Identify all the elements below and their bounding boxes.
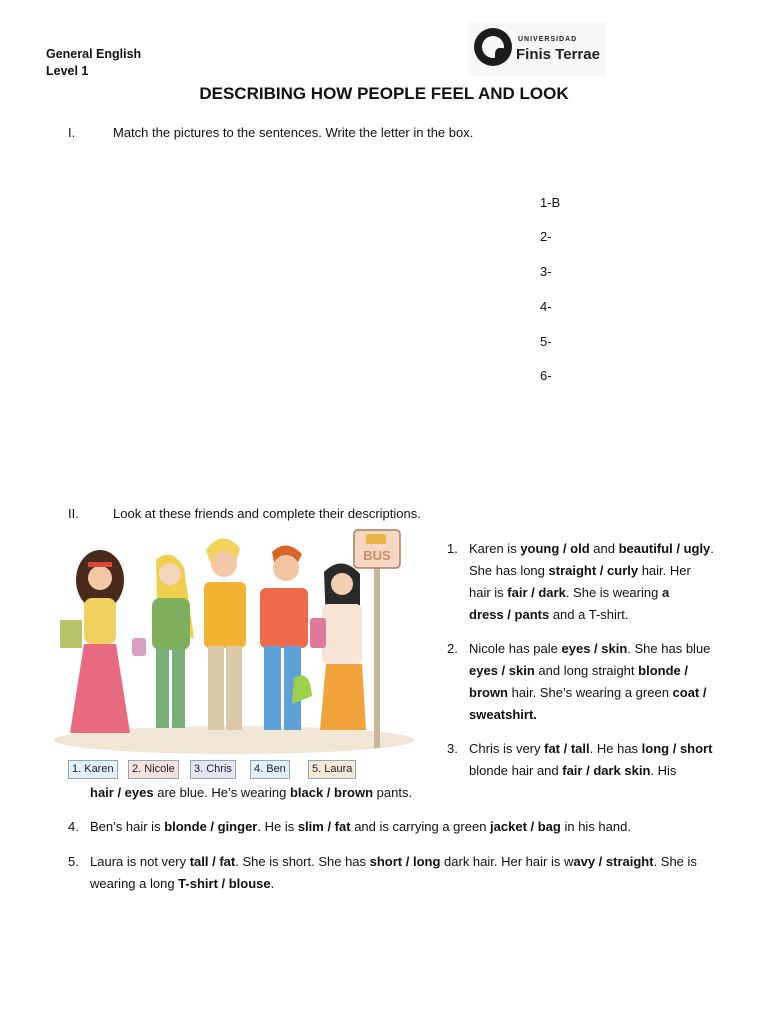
answer-5[interactable]: 5-: [540, 334, 552, 349]
text-run: . He is: [257, 819, 298, 834]
choice-option: long / short: [641, 741, 713, 756]
item-3-line-2: [469, 760, 749, 782]
description-line: [469, 704, 747, 726]
answer-6[interactable]: 6-: [540, 368, 552, 383]
text-run: Chris is very: [469, 741, 545, 756]
text-run: Ben’s hair is: [90, 819, 165, 834]
item-5-number: 5.: [68, 854, 79, 869]
text-run: . She has blue: [627, 641, 711, 656]
description-line: [90, 816, 738, 838]
text-run: . She is short. She has: [235, 854, 370, 869]
item-1-text: [469, 538, 747, 626]
choice-option: young / old: [520, 541, 590, 556]
chris-figure: [204, 538, 246, 730]
laura-figure: [310, 563, 366, 730]
label-laura: 5. Laura: [308, 760, 356, 779]
text-run: hair. She’s wearing a green: [508, 685, 673, 700]
answer-3[interactable]: 3-: [540, 264, 552, 279]
text-run: and is carrying a green: [350, 819, 491, 834]
section2-instructions: Look at these friends and complete their descriptions.: [113, 506, 421, 521]
text-run: hair. Her: [638, 563, 691, 578]
description-line: [469, 604, 747, 626]
karen-figure: [60, 550, 130, 733]
text-run: . She is: [653, 854, 697, 869]
text-run: . His: [650, 763, 677, 778]
item-4-text: [90, 816, 738, 838]
label-nicole: 2. Nicole: [128, 760, 179, 779]
choice-option: fair / dark skin: [562, 763, 651, 778]
choice-option: avy / straight: [573, 854, 654, 869]
text-run: and long straight: [534, 663, 639, 678]
choice-option: short / long: [369, 854, 441, 869]
choice-option: black / brown: [289, 785, 374, 800]
choice-option: coat /: [672, 685, 707, 700]
choice-option: straight / curly: [548, 563, 639, 578]
friends-illustration: [48, 528, 420, 758]
course-level: Level 1: [46, 64, 89, 78]
text-run: Nicole has pale: [469, 641, 562, 656]
university-logo: [468, 22, 606, 76]
section1-number: I.: [68, 125, 76, 140]
choice-option: fat / tall: [544, 741, 590, 756]
item-5: [68, 851, 738, 895]
text-run: in his hand.: [560, 819, 631, 834]
item-1: [447, 538, 747, 626]
choice-option: blonde / ginger: [164, 819, 258, 834]
description-line: [90, 873, 738, 895]
item-5-text: [90, 851, 738, 895]
description-line: [469, 538, 747, 560]
university-seal-icon: [474, 28, 512, 66]
item-3-number: 3.: [447, 741, 458, 756]
answer-2[interactable]: 2-: [540, 229, 552, 244]
page-title: DESCRIBING HOW PEOPLE FEEL AND LOOK: [199, 84, 569, 103]
logo-name: Finis Terrae: [516, 46, 600, 63]
choice-option: dress / pants: [469, 607, 550, 622]
logo-small-text: UNIVERSIDAD: [518, 36, 578, 43]
choice-option: tall / fat: [189, 854, 236, 869]
course-name: General English: [46, 47, 142, 61]
description-line: [469, 560, 747, 582]
section2-number: II.: [68, 506, 79, 521]
text-run: .: [270, 876, 275, 891]
name-labels: [68, 760, 368, 778]
choice-option: fair / dark: [507, 585, 566, 600]
choice-option: brown: [469, 685, 508, 700]
description-line: [469, 582, 747, 604]
choice-option: slim / fat: [297, 819, 351, 834]
label-karen: 1. Karen: [68, 760, 118, 779]
ben-figure: [260, 545, 312, 730]
choice-option: beautiful / ugly: [618, 541, 711, 556]
choice-option: T-shirt / blouse: [178, 876, 271, 891]
choice-option: blonde /: [638, 663, 688, 678]
text-run: pants.: [373, 785, 413, 800]
choice-option: eyes / skin: [469, 663, 535, 678]
choice-option: jacket / bag: [490, 819, 561, 834]
item-2: [447, 638, 747, 726]
text-run: are blue. He’s wearing: [153, 785, 290, 800]
nicole-figure: [132, 555, 194, 728]
text-run: .: [710, 541, 714, 556]
item-1-number: 1.: [447, 541, 458, 556]
text-run: Laura is not very: [90, 854, 190, 869]
choice-option: sweatshirt.: [469, 707, 537, 722]
text-run: dark hair. Her hair is w: [440, 854, 574, 869]
text-run: . He has: [589, 741, 642, 756]
text-run: blonde hair and: [469, 763, 563, 778]
description-line: [469, 638, 747, 660]
item-3-line-3: [90, 782, 730, 804]
label-ben: 4. Ben: [250, 760, 290, 779]
item-2-number: 2.: [447, 641, 458, 656]
text-run: hair is: [469, 585, 508, 600]
text-run: Karen is: [469, 541, 521, 556]
choice-option: a: [661, 585, 670, 600]
bus-sign-text: BUS: [363, 548, 391, 563]
section1-instructions: Match the pictures to the sentences. Write the letter in the box.: [113, 125, 474, 140]
text-run: and: [589, 541, 619, 556]
text-run: and a T-shirt.: [549, 607, 629, 622]
item-3-line-1: [469, 738, 749, 760]
item-4-number: 4.: [68, 819, 79, 834]
text-run: She has long: [469, 563, 549, 578]
answer-4[interactable]: 4-: [540, 299, 552, 314]
label-chris: 3. Chris: [190, 760, 236, 779]
item-4: [68, 816, 738, 838]
answer-1[interactable]: 1-B: [540, 195, 561, 210]
description-line: [469, 660, 747, 682]
choice-option: eyes / skin: [561, 641, 628, 656]
text-run: wearing a long: [90, 876, 179, 891]
description-line: [90, 851, 738, 873]
choice-option: hair / eyes: [90, 785, 154, 800]
item-2-text: [469, 638, 747, 726]
text-run: . She is wearing: [565, 585, 662, 600]
description-line: [469, 682, 747, 704]
